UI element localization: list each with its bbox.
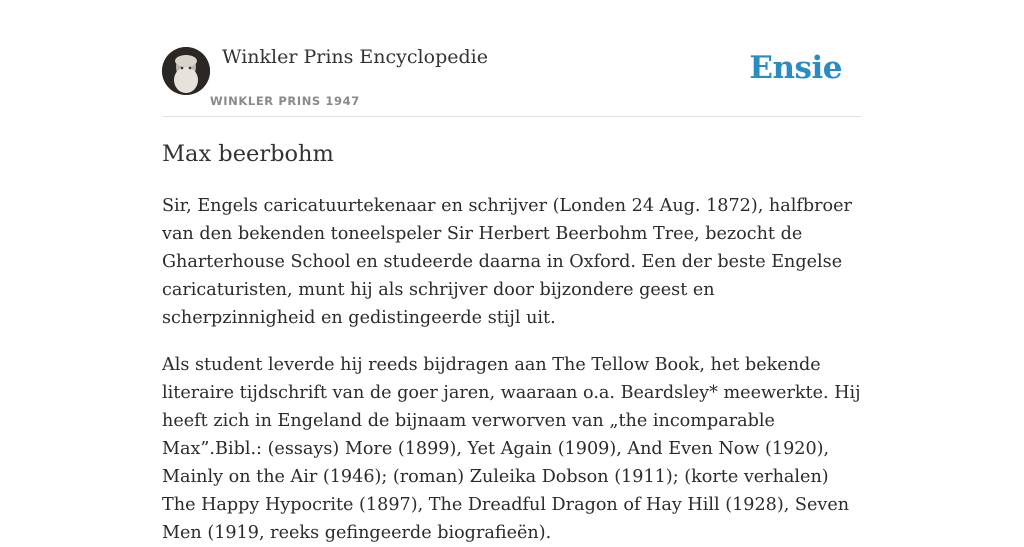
article-paragraph: Sir, Engels caricatuurtekenaar en schrijver (Londen 24 Aug. 1872), halfbroer van den bekenden toneelspeler Sir Herbert Beerbohm Tree, bezocht de Gharterhouse School en studeerde daarna in Oxford. Een der beste Engelse caricaturisten, munt hij als schrijver door bijzondere geest en scherpzinnigheid en gedistingeerde stijl uit. <box>162 196 852 328</box>
edition-label: WINKLER PRINS 1947 <box>210 94 360 108</box>
bearded-man-portrait-icon <box>162 47 210 95</box>
site-header <box>162 0 862 117</box>
site-title[interactable]: Winkler Prins Encyclopedie <box>222 46 488 68</box>
page-container <box>162 0 862 543</box>
avatar[interactable] <box>162 47 210 95</box>
article-title: Max beerbohm <box>162 141 334 167</box>
site-logo[interactable]: Ensie <box>749 50 842 86</box>
article-paragraph: Als student leverde hij reeds bijdragen aan The Tellow Book, het bekende literaire tijdschrift van de goer jaren, waaraan o.a. Beardsley* meewerkte. Hij heeft zich in Engeland de bijnaam verworven van „the incomparable Max”.Bibl.: (essays) More (1899), Yet Again (1909), And Even Now (1920), Mainly on the Air (1946); (roman) Zuleika Dobson (1911); (korte verhalen) The Happy Hypocrite (1897), The Dreadful Dragon of Hay Hill (1928), Seven Men (1919, reeks gefingeerde biografieën). <box>162 355 861 543</box>
